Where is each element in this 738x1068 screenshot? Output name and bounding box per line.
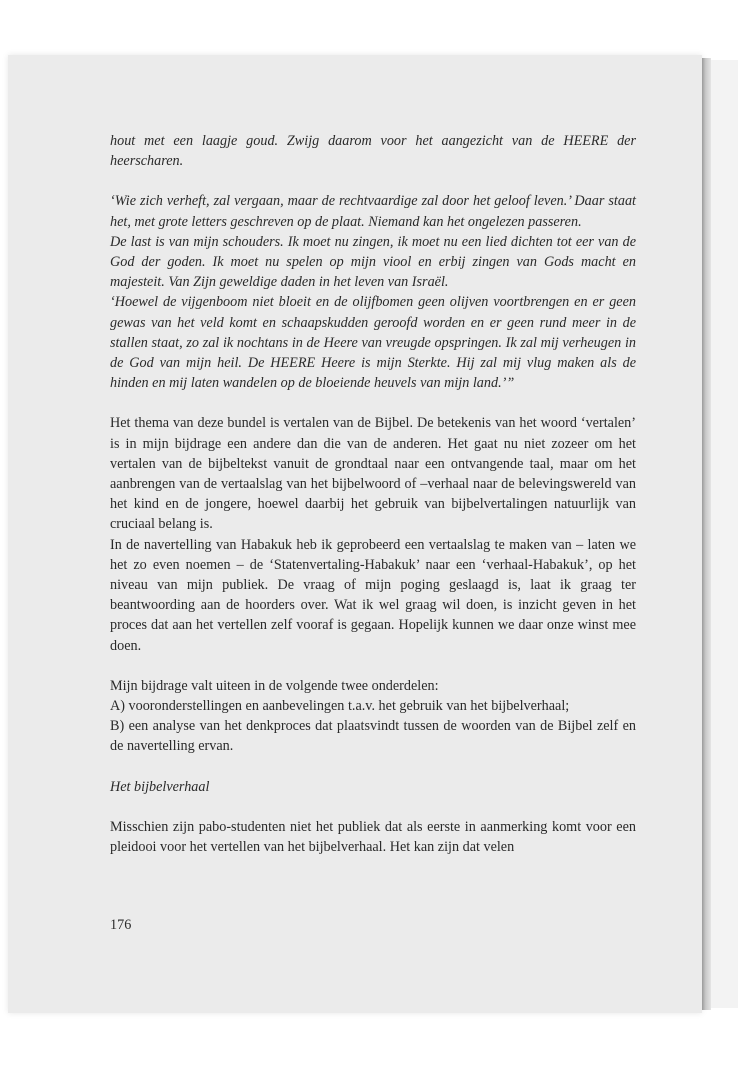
paragraph-theme: Het thema van deze bundel is vertalen van de Bijbel. De betekenis van het woord ‘vertalen’ is in mijn bijdrage een andere dan die van de anderen. Het gaat nu niet zozeer om het vertalen van de bijbeltekst vanuit de grondtaal naar een ontvangende taal, maar om het aanbrengen van de vertaalslag van het bijbelwoord of –verhaal naar de belevingswereld van het kind en de jongere, hoewel daarbij het gebruik van bijbelvertalingen natuurlijk van cruciaal belang is. bbox=[110, 415, 636, 533]
paragraph-outline-b: B) een analyse van het denkproces dat plaatsvindt tussen de woorden van de Bijbel zelf en de navertelling ervan. bbox=[110, 718, 636, 755]
paragraph-italic-4: ‘Hoewel de vijgenboom niet bloeit en de olijfbomen geen olijven voortbrengen en er geen gewas van het veld komt en schaapskudden geroofd worden en er geen rund meer in de stallen staat, zo zal ik nochtans in de Heere van vreugde opspringen. Ik zal mij verheugen in de God van mijn heil. De HEERE Heere is mijn Sterkte. Hij zal mij vlug maken als de hinden en mij laten wandelen op de bloeiende heuvels van mijn land.’” bbox=[110, 294, 636, 392]
paragraph-italic-3: De last is van mijn schouders. Ik moet nu zingen, ik moet nu een lied dichten tot eer van de God der goden. Ik moet nu spelen op mijn viool en erbij zingen van Gods macht en majesteit. Van Zijn geweldige daden in het leven van Israël. bbox=[110, 233, 636, 291]
paragraph-italic-1: hout met een laagje goud. Zwijg daarom voor het aangezicht van de HEERE der heerscharen. bbox=[110, 133, 636, 170]
page-binding-edge bbox=[702, 58, 711, 1010]
paragraph-outline-a: A) vooronderstellingen en aanbevelingen t.a.v. het gebruik van het bijbelverhaal; bbox=[110, 698, 570, 715]
paragraph-habakuk: In de navertelling van Habakuk heb ik geprobeerd een vertaalslag te maken van – laten we het zo even noemen – de ‘Statenvertaling-Habakuk’ naar een ‘verhaal-Habakuk’, op het niveau van mijn publiek. De vraag of mijn poging geslaagd is, laat ik graag ter beantwoording aan de hoorders over. Wat ik wel graag wil doen, is inzicht geven in het proces dat aan het vertellen zelf vooraf is gegaan. Hopelijk kunnen we daar onze winst mee doen. bbox=[110, 536, 636, 654]
paragraph-outline-intro: Mijn bijdrage valt uiteen in de volgende twee onderdelen: bbox=[110, 677, 439, 694]
page-number: 176 bbox=[110, 917, 132, 933]
book-spine bbox=[711, 60, 738, 1008]
paragraph-bijbelverhaal: Misschien zijn pabo-studenten niet het publiek dat als eerste in aanmerking komt voor een pleidooi voor het vertellen van het bijbelverhaal. Het kan zijn dat velen bbox=[110, 818, 636, 856]
paragraph-italic-2: ‘Wie zich verheft, zal vergaan, maar de rechtvaardige zal door het geloof leven.’ Daar staat het, met grote letters geschreven op de plaat. Niemand kan het ongelezen passeren. bbox=[110, 193, 636, 230]
page-body bbox=[110, 131, 636, 857]
section-heading: Het bijbelverhaal bbox=[110, 778, 210, 795]
